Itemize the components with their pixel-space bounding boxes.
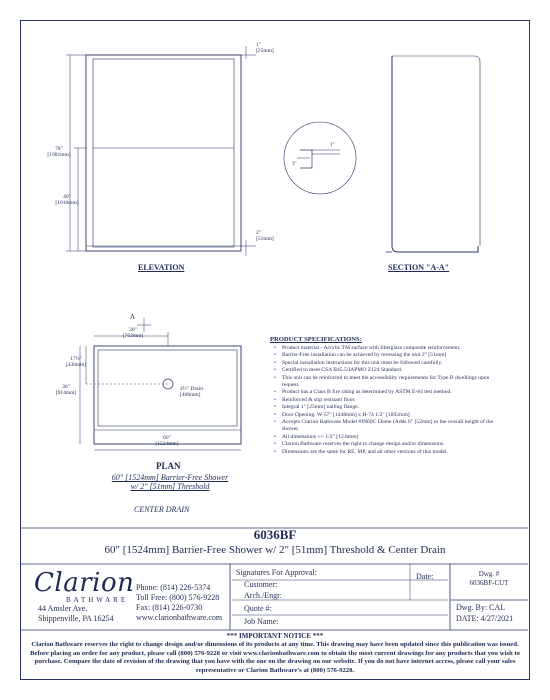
plan-outline — [94, 346, 241, 444]
plan-drain-label: 4½" Drain [406mm] — [180, 386, 204, 398]
notice-heading: *** IMPORTANT NOTICE *** — [226, 632, 324, 640]
approval-heading: Signatures For Approval: — [236, 568, 317, 577]
approval-customer: Customer: — [244, 580, 278, 589]
plan-caption: 60" [1524mm] Barrier-Free Shower w/ 2" [51mm] Threshold — [111, 473, 229, 491]
plan-marker-a: A — [130, 313, 136, 321]
approval-date: Date: — [416, 572, 434, 581]
specs-list — [272, 345, 504, 456]
dwg-date: DATE: 4/27/2021 — [456, 614, 514, 623]
section-title: SECTION "A-A" — [388, 263, 450, 272]
dwg-by: Dwg. By: CAL — [456, 603, 506, 612]
dim-bottom: 2" [51mm] — [256, 230, 274, 242]
plan-inner — [98, 350, 237, 426]
spec-item: • This unit can be reinforced to meet the accessibility requirements for Type B dwellings upon request. — [272, 375, 504, 390]
model-description: 60" [1524mm] Barrier-Free Shower w/ 2" [51mm] Threshold & Center Drain — [104, 544, 446, 556]
plan-dim-depth: 36" [914mm] — [55, 384, 77, 396]
elevation-outline — [86, 55, 241, 251]
plan-title: PLAN — [156, 461, 181, 471]
section-detail-circle — [284, 122, 356, 194]
plan-dim-width: 60" [1524mm] — [155, 435, 179, 447]
approval-arch: Arch./Engr: — [244, 591, 282, 600]
section-profile — [392, 56, 478, 252]
spec-item: • Accepts Clarion Bathware Model #IN60C Dome (Adds 6" [52mm] to the overall height of the shower. — [272, 419, 504, 434]
approval-quote: Quote #: — [244, 604, 272, 613]
clarion-logo: Clarion — [34, 568, 135, 598]
spec-item: • Product material - Acrylic TM surface with fiberglass composite reinforcement. — [272, 345, 504, 352]
spec-item: • All dimensions +/- 1/2" [12.8mm] — [272, 434, 504, 441]
spec-item: • Special installation instructions for this unit must be followed carefully. — [272, 360, 504, 367]
dim-height: 78" [1981mm] — [47, 146, 71, 158]
spec-item: • Certified to meet CSA B45.5/IAPMO Z124 Standard. — [272, 367, 504, 374]
dim-top: 1" [25mm] — [256, 42, 274, 54]
spec-item: • Product has a Class B fire rating as determined by ASTM E-84 test method. — [272, 389, 504, 396]
plan-dim-top: 30" [762mm] — [122, 327, 144, 339]
spec-item: • Barrier-Free installation can be achieved by recessing the unit 2" [51mm] — [272, 352, 504, 359]
company-address: 44 Amsler Ave. Shippenville, PA 16254 — [38, 604, 114, 623]
spec-item: • Integral 1" [25mm] nailing flange. — [272, 404, 504, 411]
spec-item: • Door Opening: W-57" [1448mm] x H-74 1/2" [1892mm] — [272, 412, 504, 419]
specs-heading: PRODUCT SPECIFICATIONS: — [270, 336, 362, 343]
notice-body: Clarion Bathware reserves the right to change design and/or dimensions of its products at any time. This drawing may have been updated since this publication was issued. Before placing an order for any product, please call (800) 576-9228 or visit www.clarionbathware.com to obtain the most current drawings for any products that you wish to purchase. Compare the date of revision of the drawing that you have with the one on the drawing on our website. If you do not have internet access, please call your sales representative or Clarion Bathware's at (800) 576-9228. — [30, 641, 520, 674]
dwg-label: Dwg. # — [478, 570, 500, 578]
company-contact: Phone: (814) 226-5374 Toll Free: (800) 576-9228 Fax: (814) 226-0730 www.clarionbathware.com — [136, 583, 223, 622]
dim-lower: 40" [1016mm] — [55, 194, 79, 206]
clarion-logo-sub: BATHWARE — [66, 596, 129, 604]
approval-job: Job Name: — [244, 617, 279, 626]
spec-item: • Clarion Bathware reserves the right to change design and/or dimensions. — [272, 441, 504, 448]
section-detail-dim: 1" — [330, 143, 335, 148]
spec-item: • Dimensions are the same for RE, MP, and all other versions of this model. — [272, 449, 504, 456]
spec-item: • Reinforced & slip resistant floor. — [272, 397, 504, 404]
elevation-inner — [93, 59, 234, 247]
dwg-number: 6036BF-CUT — [469, 579, 509, 587]
elevation-title: ELEVATION — [138, 263, 185, 272]
plan-dim-side: 17½" [438mm] — [65, 356, 87, 368]
model-number: 6036BF — [253, 527, 297, 542]
section-detail-dim2: 3" — [292, 162, 297, 167]
plan-caption-center-drain: CENTER DRAIN — [134, 505, 190, 514]
